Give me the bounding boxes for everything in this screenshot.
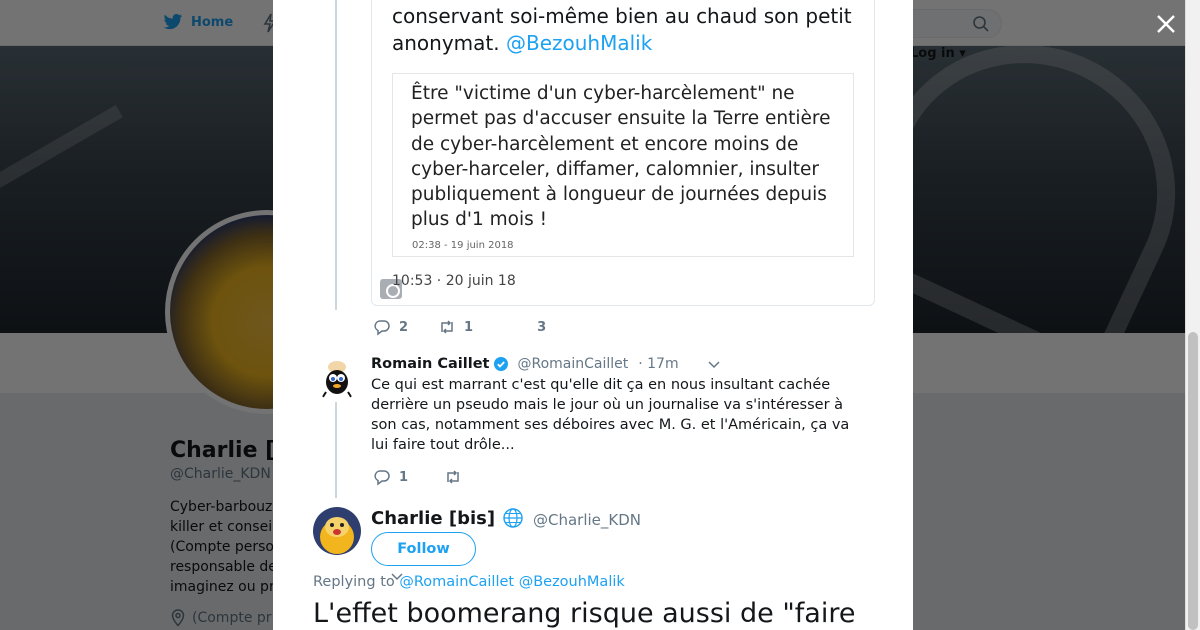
- avatar-image: [313, 507, 361, 555]
- like-count: 3: [537, 319, 547, 335]
- reply-count: 1: [399, 469, 409, 485]
- retweet-count: 1: [464, 319, 474, 335]
- close-icon[interactable]: [1154, 12, 1178, 36]
- thread-line: [335, 392, 337, 498]
- quoted-tweet-text-body: conservant soi-même bien au chaud son petit anonymat.: [392, 4, 852, 55]
- retweet-button[interactable]: [438, 318, 473, 336]
- reply-avatar[interactable]: [315, 358, 359, 402]
- retweet-button[interactable]: [444, 468, 462, 486]
- screenshot-text: Être "victime d'un cyber-harcèlement" ne permet pas d'accuser ensuite la Terre entière de cyber-harcèlement et encore moins de cyber-harceler, diffamer, calomnier, insulter publiquement à longueur de journées depuis plus d'1 mois !: [411, 83, 831, 231]
- reply-header: [371, 356, 721, 372]
- reply-button[interactable]: [373, 468, 408, 486]
- reply-count: 2: [399, 319, 409, 335]
- globe-icon: [502, 507, 524, 529]
- tweet-modal: [273, 0, 913, 630]
- tweet-actions: [373, 318, 546, 336]
- main-tweet-author-handle[interactable]: @Charlie_KDN: [533, 511, 642, 529]
- chevron-down-icon[interactable]: [707, 357, 721, 371]
- reply-button[interactable]: [373, 318, 408, 336]
- replying-to-links[interactable]: @RomainCaillet @BezouhMalik: [399, 574, 625, 590]
- reply-time[interactable]: · 17m: [638, 356, 679, 372]
- main-tweet-text: L'effet boomerang risque aussi de "faire: [313, 598, 856, 629]
- quoted-tweet-card[interactable]: [371, 0, 875, 306]
- reply-actions: [373, 468, 462, 486]
- replying-to: [313, 574, 625, 590]
- chevron-down-icon[interactable]: [390, 569, 404, 583]
- replying-label: Replying to: [313, 574, 400, 590]
- follow-button[interactable]: Follow: [371, 532, 476, 566]
- quoted-tweet-text: [392, 3, 852, 57]
- screenshot-date: 02:38 - 19 juin 2018: [412, 240, 514, 251]
- scrollbar-thumb[interactable]: [1188, 332, 1198, 630]
- reply-author-handle[interactable]: @RomainCaillet: [517, 356, 629, 372]
- reply-author-name[interactable]: Romain Caillet: [371, 356, 490, 372]
- avatar-image: [315, 358, 359, 402]
- verified-badge-icon: [493, 356, 509, 372]
- main-tweet-author-name[interactable]: Charlie [bis]: [371, 508, 496, 529]
- retweet-icon: [438, 318, 456, 336]
- thread-line: [335, 0, 337, 310]
- main-tweet-avatar[interactable]: [313, 507, 361, 555]
- reply-text: Ce qui est marrant c'est qu'elle dit ça en nous insultant cachée derrière un pseudo mais le jour où un journalise va s'intéresser à son cas, notamment ses déboires avec M. G. et l'Américain, ça va lui faire tout drôle...: [371, 377, 850, 453]
- quoted-tweet-time: 10:53 · 20 juin 18: [392, 273, 516, 289]
- quoted-screenshot-image[interactable]: [392, 73, 854, 257]
- reply-icon: [373, 468, 391, 486]
- reply-icon: [373, 318, 391, 336]
- mention-link[interactable]: @BezouhMalik: [505, 31, 653, 55]
- like-button[interactable]: [537, 320, 546, 335]
- retweet-icon: [444, 468, 462, 486]
